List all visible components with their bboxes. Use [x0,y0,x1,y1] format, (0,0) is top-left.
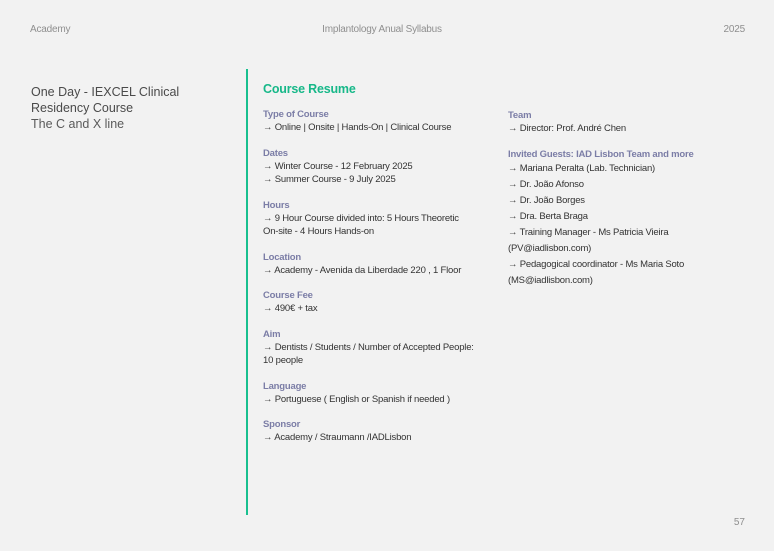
type-section [263,109,498,135]
dates-line: → Winter Course - 12 February 2025 [263,160,413,172]
course-subtitle: The C and X line [31,117,125,131]
aim-section [263,329,498,368]
aim-line: 10 people [263,355,303,366]
guest-line: → Dr. João Borges [508,194,585,206]
course-title-line2: Residency Course [31,101,134,115]
aim-heading: Aim [263,328,281,340]
language-heading: Language [263,380,307,392]
team-column [508,110,748,302]
hours-line: → 9 Hour Course divided into: 5 Hours Theoretic [263,212,459,224]
guests-heading: Invited Guests: IAD Lisbon Team and more [508,148,694,160]
guest-email: (MS@iadlisbon.com) [508,274,593,286]
hours-line: On-site - 4 Hours Hands-on [263,226,374,237]
accent-divider [246,69,248,515]
hours-heading: Hours [263,199,290,211]
type-heading: Type of Course [263,109,329,120]
guest-line: → Dr. João Afonso [508,178,584,190]
course-details-column [263,82,498,458]
team-line: → Director: Prof. André Chen [508,123,626,134]
team-section [508,110,748,136]
language-section [263,381,498,407]
language-line: → Portuguese ( English or Spanish if needed ) [263,393,450,405]
location-section [263,252,498,278]
dates-section [263,148,498,187]
header-year: 2025 [723,24,745,35]
header-brand: Academy [30,24,71,35]
sponsor-heading: Sponsor [263,419,301,430]
course-resume-heading: Course Resume [263,82,356,96]
team-heading: Team [508,110,532,121]
page-number: 57 [733,517,745,528]
sponsor-section [263,419,498,445]
fee-line: → 490€ + tax [263,303,318,314]
guest-line: → Mariana Peralta (Lab. Technician) [508,162,656,174]
fee-heading: Course Fee [263,290,313,301]
guest-email: (PV@iadlisbon.com) [508,242,592,254]
guests-section [508,149,748,289]
aim-line: → Dentists / Students / Number of Accepted People: [263,341,474,353]
dates-heading: Dates [263,147,288,159]
guest-line: → Pedagogical coordinator - Ms Maria Soto [508,258,685,270]
location-heading: Location [263,251,301,263]
location-line: → Academy - Avenida da Liberdade 220 , 1 Floor [263,264,462,276]
type-line: → Online | Onsite | Hands-On | Clinical Course [263,122,452,133]
fee-section [263,290,498,316]
course-title [31,84,231,132]
header-title: Implantology Anual Syllabus [322,24,442,35]
course-title-line1: One Day - IEXCEL Clinical [31,85,180,99]
dates-line: → Summer Course - 9 July 2025 [263,174,396,185]
guest-line: → Dra. Berta Braga [508,210,588,222]
guest-line: → Training Manager - Ms Patricia Vieira [508,226,669,238]
sponsor-line: → Academy / Straumann /IADLisbon [263,432,412,443]
hours-section [263,200,498,239]
